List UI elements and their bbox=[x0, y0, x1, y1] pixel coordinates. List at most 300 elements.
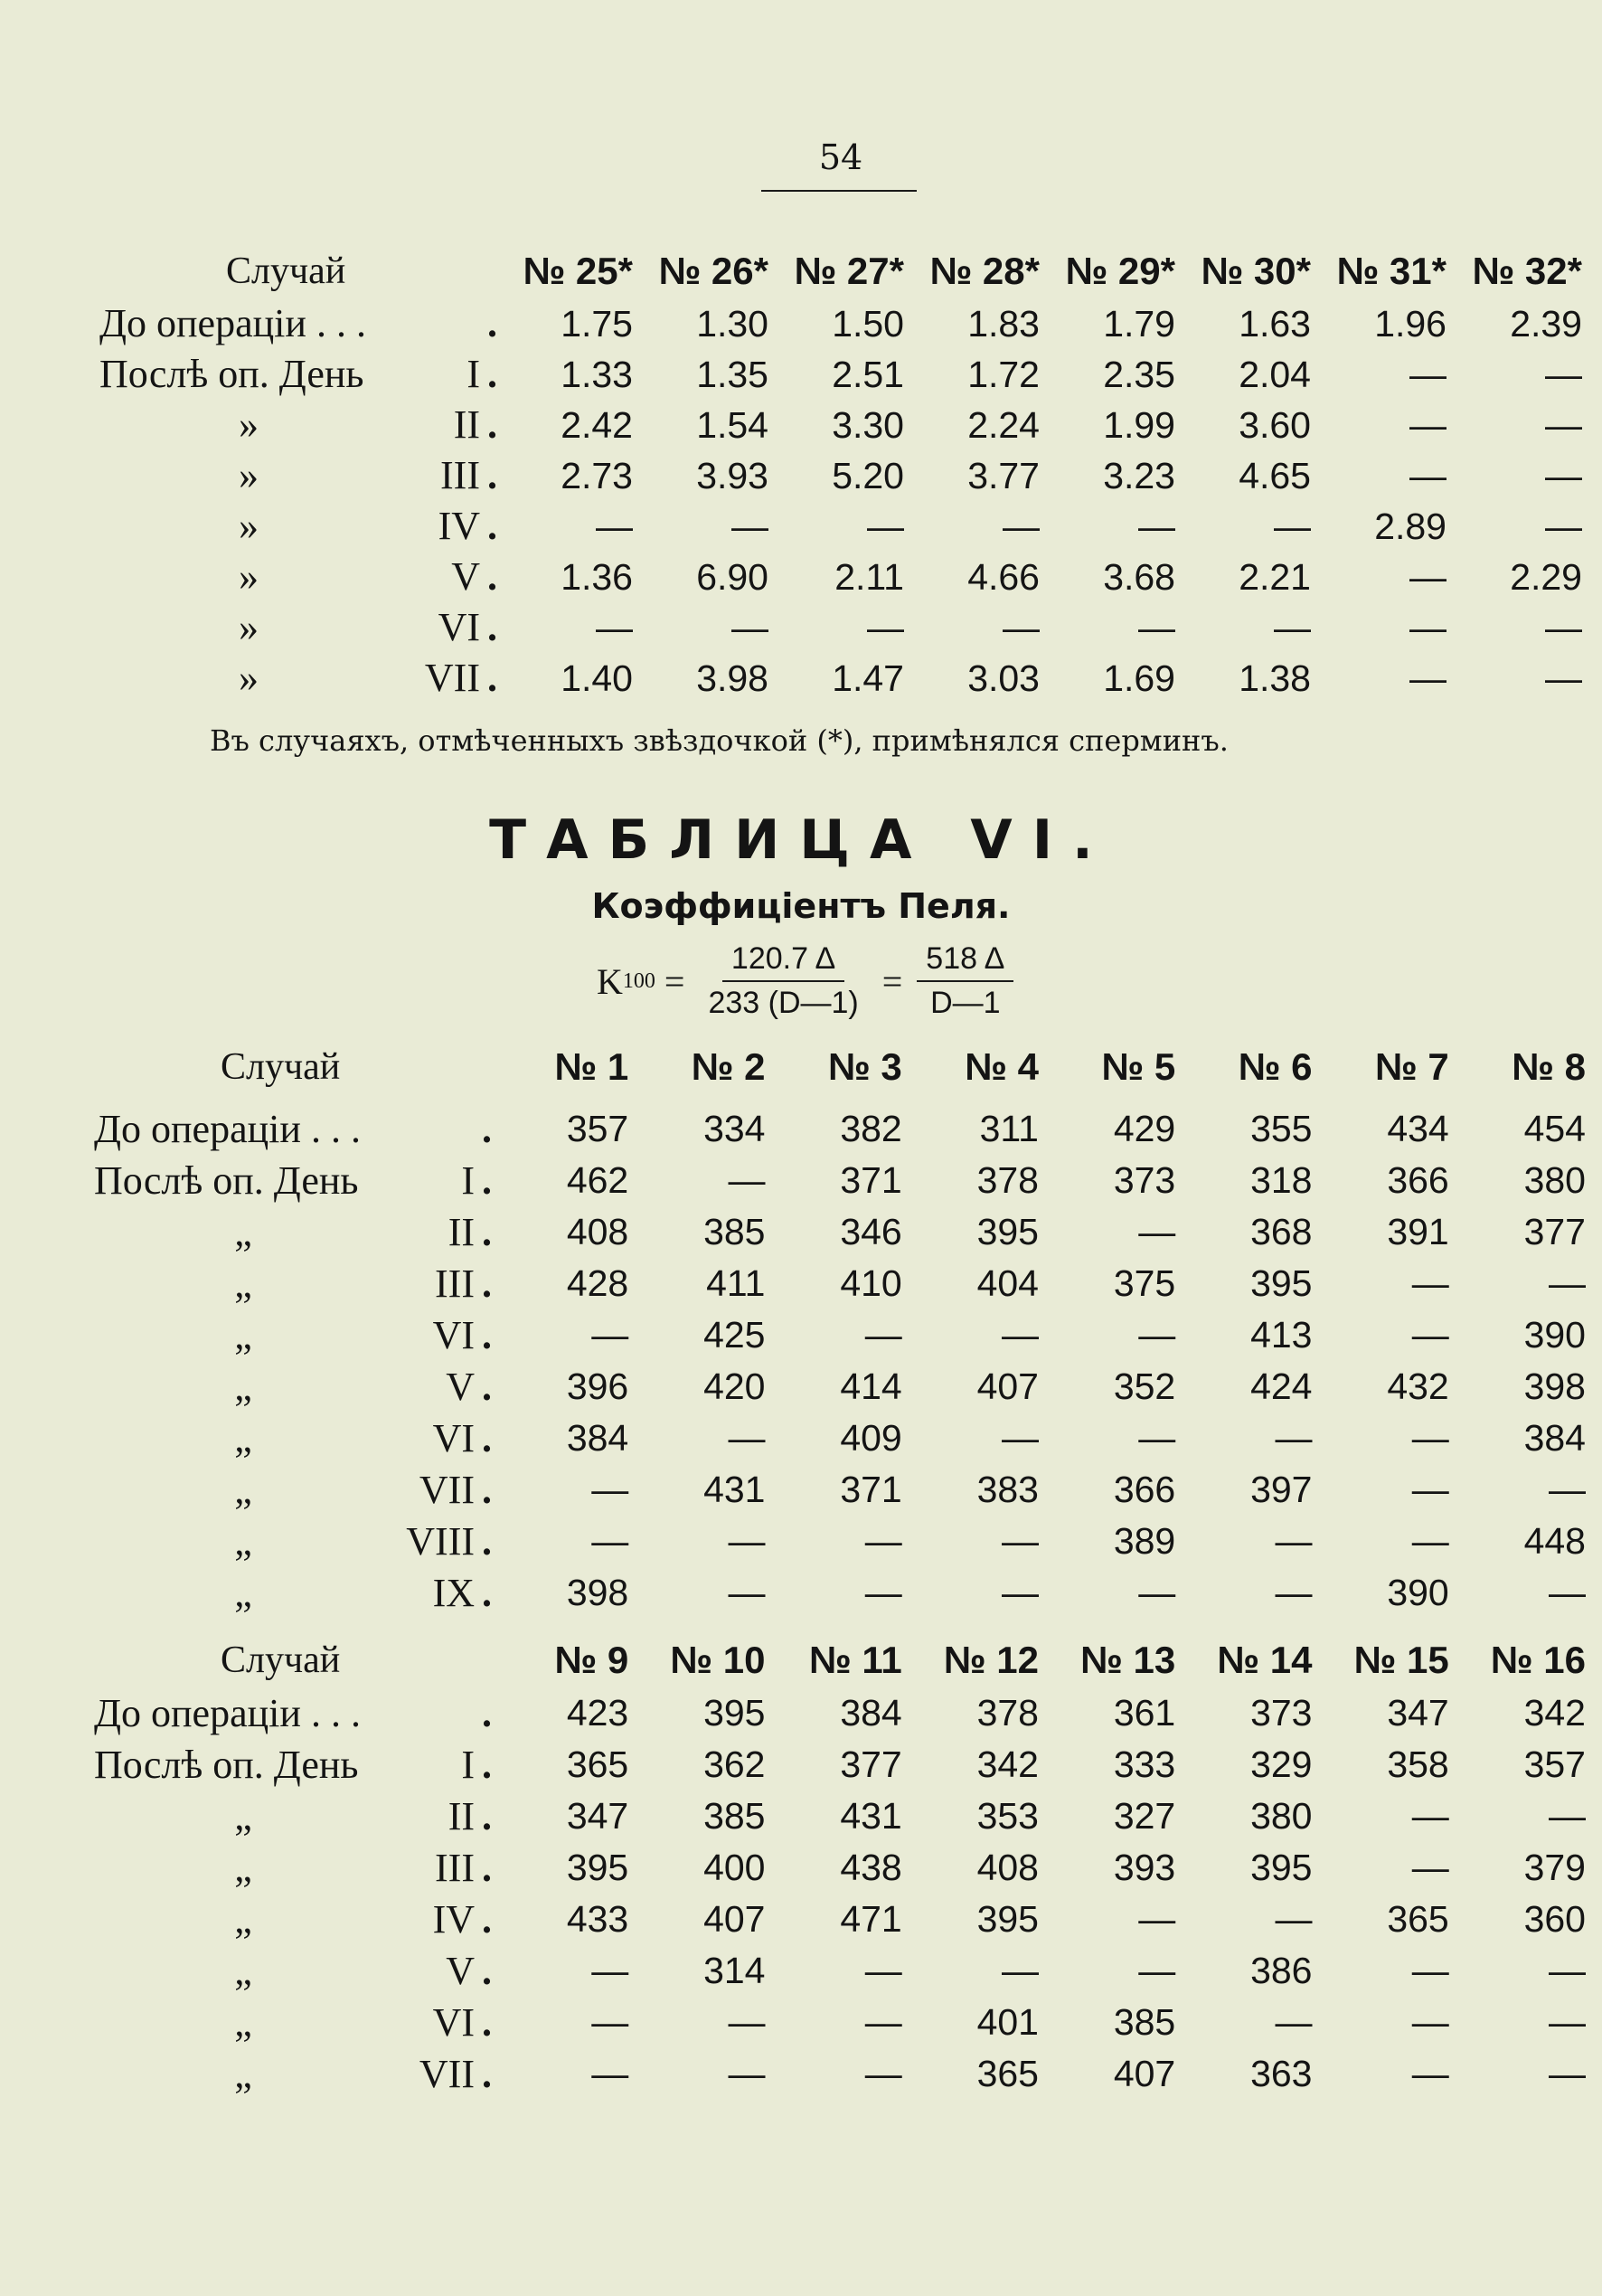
table-cell: — bbox=[1549, 2001, 1586, 2043]
table-cell: 429 bbox=[1113, 1108, 1176, 1149]
column-header: № 7 bbox=[1374, 1045, 1449, 1088]
table-cell: — bbox=[864, 1950, 902, 1991]
column-header: № 14 bbox=[1217, 1639, 1313, 1681]
table-cell: 362 bbox=[703, 1743, 766, 1785]
table-cell: 1.33 bbox=[561, 353, 633, 395]
column-header: № 10 bbox=[670, 1639, 766, 1681]
table-cell: 363 bbox=[1250, 2053, 1313, 2094]
table-cell: — bbox=[1138, 1314, 1176, 1356]
table-cell: — bbox=[1545, 505, 1582, 547]
table-cell: 380 bbox=[1250, 1795, 1313, 1837]
table-cell: 408 bbox=[566, 1211, 629, 1252]
table-cell: 366 bbox=[1387, 1159, 1449, 1201]
table-cell: 433 bbox=[566, 1898, 629, 1940]
column-header: № 2 bbox=[691, 1045, 766, 1088]
row-day: VII bbox=[424, 656, 480, 700]
table-cell: — bbox=[596, 505, 633, 547]
table-header-row bbox=[99, 244, 1582, 298]
table-row bbox=[94, 1258, 1586, 1309]
table-cell: — bbox=[864, 1572, 902, 1613]
row-day: III bbox=[435, 1261, 475, 1306]
table-cell: 4.65 bbox=[1239, 454, 1311, 496]
table-cell: 361 bbox=[1113, 1692, 1176, 1734]
table-cell: 384 bbox=[840, 1692, 902, 1734]
table-cell: 408 bbox=[976, 1847, 1039, 1888]
table-cell: 371 bbox=[840, 1469, 902, 1510]
table-row bbox=[94, 2048, 1586, 2100]
leader-dot: . bbox=[482, 1896, 492, 1942]
table-cell: 386 bbox=[1250, 1950, 1313, 1991]
table-cell: 378 bbox=[976, 1692, 1039, 1734]
table-cell: 385 bbox=[703, 1211, 766, 1252]
table-cell: — bbox=[1411, 1469, 1449, 1510]
row-label: „ bbox=[234, 2051, 252, 2096]
footnote: Въ случаяхъ, отмѣченныхъ звѣздочкой (*), примѣнялся сперминъ. bbox=[210, 723, 1229, 758]
table-cell: 1.99 bbox=[1103, 403, 1175, 446]
table-cell: 1.35 bbox=[696, 353, 768, 395]
table-cell: 3.93 bbox=[696, 454, 768, 496]
row-label: До операціи . . . bbox=[94, 1690, 361, 1735]
row-label: » bbox=[239, 402, 259, 447]
table-cell: 2.29 bbox=[1510, 555, 1582, 598]
table-cell: 380 bbox=[1523, 1159, 1586, 1201]
leader-dot: . bbox=[482, 1570, 492, 1615]
table-cell: 6.90 bbox=[696, 555, 768, 598]
table-cell: — bbox=[1409, 606, 1447, 648]
table-cell: 5.20 bbox=[832, 454, 904, 496]
leader-dot: . bbox=[487, 453, 497, 497]
table-cell: — bbox=[1274, 606, 1311, 648]
table-cell: 400 bbox=[703, 1847, 766, 1888]
table-cell: 471 bbox=[840, 1898, 902, 1940]
formula bbox=[597, 936, 1019, 1026]
table-cell: — bbox=[1549, 2053, 1586, 2094]
leader-dot: . bbox=[482, 1106, 492, 1151]
table-cell: 1.40 bbox=[561, 657, 633, 699]
table-cell: 395 bbox=[976, 1898, 1039, 1940]
table-cell: 368 bbox=[1250, 1211, 1313, 1252]
table-cell: 1.30 bbox=[696, 302, 768, 345]
table-cell: 389 bbox=[1113, 1520, 1176, 1562]
table-cell: — bbox=[1275, 1520, 1313, 1562]
table-cell: 1.63 bbox=[1239, 302, 1311, 345]
table-cell: 382 bbox=[840, 1108, 902, 1149]
table-cell: — bbox=[728, 1159, 766, 1201]
table-cell: 311 bbox=[979, 1108, 1039, 1149]
column-header: № 11 bbox=[808, 1639, 902, 1681]
table-cell: — bbox=[1411, 1417, 1449, 1459]
leader-dot: . bbox=[482, 2051, 492, 2096]
leader-dot: . bbox=[482, 1999, 492, 2045]
column-header: № 29* bbox=[1065, 250, 1175, 292]
formula-fraction-1-numerator: 120.7 Δ bbox=[722, 941, 844, 982]
table-row bbox=[99, 400, 1582, 450]
column-header: № 32* bbox=[1472, 250, 1582, 292]
row-label: „ bbox=[234, 1845, 252, 1890]
row-day: II bbox=[453, 402, 480, 447]
table-row bbox=[94, 1791, 1586, 1842]
column-header-case: Случай bbox=[221, 1639, 341, 1681]
leader-dot: . bbox=[487, 301, 497, 345]
row-label: » bbox=[239, 453, 259, 497]
table-cell: 365 bbox=[1387, 1898, 1449, 1940]
row-day: VI bbox=[432, 1312, 475, 1357]
table-row bbox=[94, 1361, 1586, 1413]
table-cell: 329 bbox=[1250, 1743, 1313, 1785]
row-label: До операціи . . . bbox=[94, 1106, 361, 1151]
column-header: № 13 bbox=[1080, 1639, 1176, 1681]
table-cell: 407 bbox=[1113, 2053, 1176, 2094]
table-cell: 314 bbox=[703, 1950, 766, 1991]
table-cell: 377 bbox=[840, 1743, 902, 1785]
table-cell: 1.96 bbox=[1374, 302, 1447, 345]
table-cell: — bbox=[867, 606, 904, 648]
leader-dot: . bbox=[487, 605, 497, 649]
table-cell: — bbox=[1409, 657, 1447, 699]
table-cell: 3.77 bbox=[967, 454, 1040, 496]
table-cell: — bbox=[1545, 353, 1582, 395]
table-cell: 1.72 bbox=[967, 353, 1040, 395]
table-cell: — bbox=[867, 505, 904, 547]
formula-fraction-1-denominator: 233 (D—1) bbox=[708, 986, 859, 1020]
table-cell: 395 bbox=[1250, 1847, 1313, 1888]
table-cell: — bbox=[728, 1417, 766, 1459]
page-number: 54 bbox=[818, 137, 863, 177]
table-cell: 1.36 bbox=[561, 555, 633, 598]
table-cell: 2.11 bbox=[834, 555, 904, 598]
table-cell: — bbox=[1275, 2001, 1313, 2043]
table-cell: — bbox=[1411, 2001, 1449, 2043]
table-cell: 393 bbox=[1113, 1847, 1176, 1888]
table-cell: 390 bbox=[1523, 1314, 1586, 1356]
page-number-rule bbox=[761, 190, 917, 192]
pel-coefficient-table-cases-9-16 bbox=[94, 1633, 1586, 2100]
table-cell: — bbox=[1549, 1262, 1586, 1304]
table-cell: 2.39 bbox=[1510, 302, 1582, 345]
table-cell: 462 bbox=[566, 1159, 629, 1201]
table-cell: 358 bbox=[1387, 1743, 1449, 1785]
table-cell: — bbox=[864, 2001, 902, 2043]
pel-coefficient-table-cases-1-8 bbox=[94, 1031, 1586, 1619]
table-cell: — bbox=[1002, 1314, 1039, 1356]
table-cell: 395 bbox=[1250, 1262, 1313, 1304]
table-cell: — bbox=[731, 606, 768, 648]
table-cell: 334 bbox=[703, 1108, 766, 1149]
table-row bbox=[99, 653, 1582, 704]
table-cell: 407 bbox=[976, 1365, 1039, 1407]
table-cell: — bbox=[1409, 353, 1447, 395]
row-day: I bbox=[466, 352, 480, 396]
table-cell: 2.04 bbox=[1239, 353, 1311, 395]
table-cell: — bbox=[1138, 1898, 1176, 1940]
row-day: V bbox=[451, 554, 480, 599]
table-cell: — bbox=[1409, 454, 1447, 496]
table-subtitle: Коэффиціентъ Пеля. bbox=[591, 886, 1011, 926]
column-header-case: Случай bbox=[226, 250, 346, 292]
table-cell: 431 bbox=[703, 1469, 766, 1510]
table-row bbox=[94, 1567, 1586, 1619]
formula-equals: = bbox=[655, 960, 694, 1002]
row-label: » bbox=[239, 656, 259, 700]
row-label: До операціи . . . bbox=[99, 301, 366, 345]
column-header: № 4 bbox=[965, 1045, 1039, 1088]
formula-fraction-2-denominator: D—1 bbox=[930, 986, 1001, 1020]
row-label: Послѣ оп. День bbox=[94, 1742, 359, 1787]
column-header-case: Случай bbox=[221, 1046, 341, 1088]
column-header: № 28* bbox=[929, 250, 1040, 292]
table-cell: — bbox=[1002, 1520, 1039, 1562]
table-cell: — bbox=[591, 1950, 629, 1991]
table-row bbox=[94, 1894, 1586, 1945]
table-cell: — bbox=[591, 1520, 629, 1562]
table-cell: — bbox=[1411, 2053, 1449, 2094]
table-cell: 411 bbox=[706, 1262, 766, 1304]
row-day: V bbox=[446, 1948, 475, 1993]
table-cell: 366 bbox=[1113, 1469, 1176, 1510]
table-cell: 3.68 bbox=[1103, 555, 1175, 598]
row-day: II bbox=[448, 1209, 475, 1254]
table-cell: 327 bbox=[1113, 1795, 1176, 1837]
table-cell: 396 bbox=[566, 1365, 629, 1407]
column-header: № 25* bbox=[523, 250, 633, 292]
leader-dot: . bbox=[482, 1364, 492, 1409]
row-day: IV bbox=[438, 504, 480, 548]
table-cell: 398 bbox=[1523, 1365, 1586, 1407]
table-cell: — bbox=[1138, 1417, 1176, 1459]
table-row bbox=[99, 298, 1582, 349]
table-cell: 347 bbox=[566, 1795, 629, 1837]
leader-dot: . bbox=[482, 1261, 492, 1306]
table-cell: — bbox=[1411, 1847, 1449, 1888]
table-cell: 390 bbox=[1387, 1572, 1449, 1613]
table-cell: 352 bbox=[1113, 1365, 1176, 1407]
table-cell: — bbox=[1275, 1898, 1313, 1940]
leader-dot: . bbox=[482, 1948, 492, 1993]
table-cell: 413 bbox=[1250, 1314, 1313, 1356]
table-cell: 1.50 bbox=[832, 302, 904, 345]
table-cell: 438 bbox=[840, 1847, 902, 1888]
table-header-row bbox=[94, 1633, 1586, 1687]
leader-dot: . bbox=[487, 656, 497, 700]
table-cell: 365 bbox=[566, 1743, 629, 1785]
table-cell: 384 bbox=[566, 1417, 629, 1459]
table-row bbox=[94, 1413, 1586, 1464]
table-cell: 448 bbox=[1523, 1520, 1586, 1562]
formula-fraction-2 bbox=[917, 941, 1013, 1021]
table-row bbox=[94, 1206, 1586, 1258]
row-day: VII bbox=[419, 2051, 475, 2096]
table-cell: 377 bbox=[1523, 1211, 1586, 1252]
column-header: № 16 bbox=[1490, 1639, 1586, 1681]
table-cell: — bbox=[1002, 1417, 1039, 1459]
column-header: № 6 bbox=[1238, 1045, 1313, 1088]
table-cell: — bbox=[1138, 606, 1175, 648]
row-label: Послѣ оп. День bbox=[99, 352, 364, 396]
table-cell: 3.30 bbox=[832, 403, 904, 446]
table-cell: 404 bbox=[976, 1262, 1039, 1304]
table-cell: 342 bbox=[976, 1743, 1039, 1785]
row-label: „ bbox=[234, 1896, 252, 1942]
table-cell: 333 bbox=[1113, 1743, 1176, 1785]
table-cell: — bbox=[1545, 657, 1582, 699]
row-day: IV bbox=[432, 1896, 475, 1942]
table-cell: 428 bbox=[566, 1262, 629, 1304]
table-cell: 1.38 bbox=[1239, 657, 1311, 699]
row-day: VI bbox=[432, 1999, 475, 2045]
spermine-results-table bbox=[99, 244, 1582, 704]
table-cell: 355 bbox=[1250, 1108, 1313, 1149]
table-cell: 353 bbox=[976, 1795, 1039, 1837]
table-cell: 391 bbox=[1387, 1211, 1449, 1252]
leader-dot: . bbox=[487, 554, 497, 599]
table-row bbox=[94, 1945, 1586, 1997]
table-cell: 1.83 bbox=[967, 302, 1040, 345]
column-header: № 15 bbox=[1353, 1639, 1449, 1681]
table-cell: — bbox=[1002, 1572, 1039, 1613]
table-cell: — bbox=[1003, 505, 1040, 547]
table-cell: — bbox=[1274, 505, 1311, 547]
table-cell: — bbox=[1411, 1795, 1449, 1837]
row-label: „ bbox=[234, 1570, 252, 1615]
table-cell: 365 bbox=[976, 2053, 1039, 2094]
row-label: „ bbox=[234, 1209, 252, 1254]
table-cell: 1.75 bbox=[561, 302, 633, 345]
leader-dot: . bbox=[482, 1518, 492, 1564]
leader-dot: . bbox=[482, 1690, 492, 1735]
table-cell: 409 bbox=[840, 1417, 902, 1459]
table-cell: 401 bbox=[976, 2001, 1039, 2043]
table-cell: — bbox=[1138, 505, 1175, 547]
table-cell: 431 bbox=[840, 1795, 902, 1837]
table-cell: — bbox=[728, 2053, 766, 2094]
table-row bbox=[94, 1516, 1586, 1567]
table-row bbox=[94, 1842, 1586, 1894]
table-title: ТАБЛИЦА VI. bbox=[489, 808, 1113, 872]
table-cell: — bbox=[1549, 1572, 1586, 1613]
table-cell: 3.23 bbox=[1103, 454, 1175, 496]
table-cell: — bbox=[864, 2053, 902, 2094]
table-cell: — bbox=[1549, 1950, 1586, 1991]
table-cell: — bbox=[864, 1314, 902, 1356]
table-cell: — bbox=[1545, 454, 1582, 496]
row-day: VI bbox=[432, 1415, 475, 1460]
table-cell: — bbox=[728, 1520, 766, 1562]
table-cell: — bbox=[728, 2001, 766, 2043]
table-cell: — bbox=[1549, 1795, 1586, 1837]
table-cell: 425 bbox=[703, 1314, 766, 1356]
leader-dot: . bbox=[482, 1793, 492, 1838]
table-cell: — bbox=[731, 505, 768, 547]
table-cell: — bbox=[591, 2053, 629, 2094]
column-header: № 1 bbox=[554, 1045, 629, 1088]
formula-fraction-2-numerator: 518 Δ bbox=[917, 941, 1013, 982]
row-day: II bbox=[448, 1793, 475, 1838]
table-cell: — bbox=[1545, 403, 1582, 446]
table-cell: 357 bbox=[566, 1108, 629, 1149]
table-cell: 2.51 bbox=[832, 353, 904, 395]
row-label: „ bbox=[234, 1261, 252, 1306]
row-day: V bbox=[446, 1364, 475, 1409]
formula-equals: = bbox=[872, 960, 912, 1002]
table-row bbox=[94, 1309, 1586, 1361]
table-cell: 1.47 bbox=[832, 657, 904, 699]
table-cell: — bbox=[1003, 606, 1040, 648]
row-day: VII bbox=[419, 1467, 475, 1512]
table-cell: 423 bbox=[566, 1692, 629, 1734]
formula-lhs-subscript: 100 bbox=[622, 968, 655, 993]
row-day: III bbox=[435, 1845, 475, 1890]
row-label: » bbox=[239, 504, 259, 548]
row-label: „ bbox=[234, 1364, 252, 1409]
leader-dot: . bbox=[487, 352, 497, 396]
row-label: „ bbox=[234, 1948, 252, 1993]
row-label: „ bbox=[234, 1999, 252, 2045]
table-cell: 342 bbox=[1523, 1692, 1586, 1734]
table-row bbox=[94, 1464, 1586, 1516]
leader-dot: . bbox=[482, 1845, 492, 1890]
row-label: „ bbox=[234, 1518, 252, 1564]
table-cell: 397 bbox=[1250, 1469, 1313, 1510]
table-cell: 346 bbox=[840, 1211, 902, 1252]
table-cell: — bbox=[1138, 1211, 1176, 1252]
table-cell: 371 bbox=[840, 1159, 902, 1201]
table-cell: 395 bbox=[976, 1211, 1039, 1252]
table-cell: 414 bbox=[840, 1365, 902, 1407]
column-header: № 3 bbox=[827, 1045, 902, 1088]
table-cell: 318 bbox=[1250, 1159, 1313, 1201]
table-cell: 2.24 bbox=[967, 403, 1040, 446]
table-cell: 424 bbox=[1250, 1365, 1313, 1407]
formula-fraction-1 bbox=[699, 941, 867, 1021]
table-cell: 384 bbox=[1523, 1417, 1586, 1459]
table-cell: — bbox=[1549, 1469, 1586, 1510]
table-cell: — bbox=[1409, 555, 1447, 598]
leader-dot: . bbox=[482, 1157, 492, 1203]
table-cell: 385 bbox=[1113, 2001, 1176, 2043]
table-cell: 4.66 bbox=[967, 555, 1040, 598]
table-cell: 2.35 bbox=[1103, 353, 1175, 395]
row-label: „ bbox=[234, 1793, 252, 1838]
row-label: » bbox=[239, 605, 259, 649]
row-day: VI bbox=[438, 605, 480, 649]
table-row bbox=[99, 552, 1582, 602]
table-cell: 357 bbox=[1523, 1743, 1586, 1785]
table-cell: 347 bbox=[1387, 1692, 1449, 1734]
leader-dot: . bbox=[487, 504, 497, 548]
row-label: „ bbox=[234, 1312, 252, 1357]
table-cell: — bbox=[1411, 1314, 1449, 1356]
table-cell: 383 bbox=[976, 1469, 1039, 1510]
table-cell: 360 bbox=[1523, 1898, 1586, 1940]
table-cell: 1.69 bbox=[1103, 657, 1175, 699]
table-cell: — bbox=[591, 2001, 629, 2043]
column-header: № 26* bbox=[658, 250, 768, 292]
table-cell: 2.21 bbox=[1239, 555, 1311, 598]
row-day: I bbox=[461, 1742, 475, 1787]
table-cell: — bbox=[1545, 606, 1582, 648]
row-label: „ bbox=[234, 1415, 252, 1460]
column-header: № 9 bbox=[554, 1639, 629, 1681]
table-row bbox=[94, 1739, 1586, 1791]
table-cell: 407 bbox=[703, 1898, 766, 1940]
leader-dot: . bbox=[482, 1467, 492, 1512]
table-cell: 420 bbox=[703, 1365, 766, 1407]
table-cell: — bbox=[1275, 1417, 1313, 1459]
row-label: „ bbox=[234, 1467, 252, 1512]
leader-dot: . bbox=[482, 1209, 492, 1254]
column-header: № 30* bbox=[1201, 250, 1311, 292]
table-row bbox=[99, 450, 1582, 501]
